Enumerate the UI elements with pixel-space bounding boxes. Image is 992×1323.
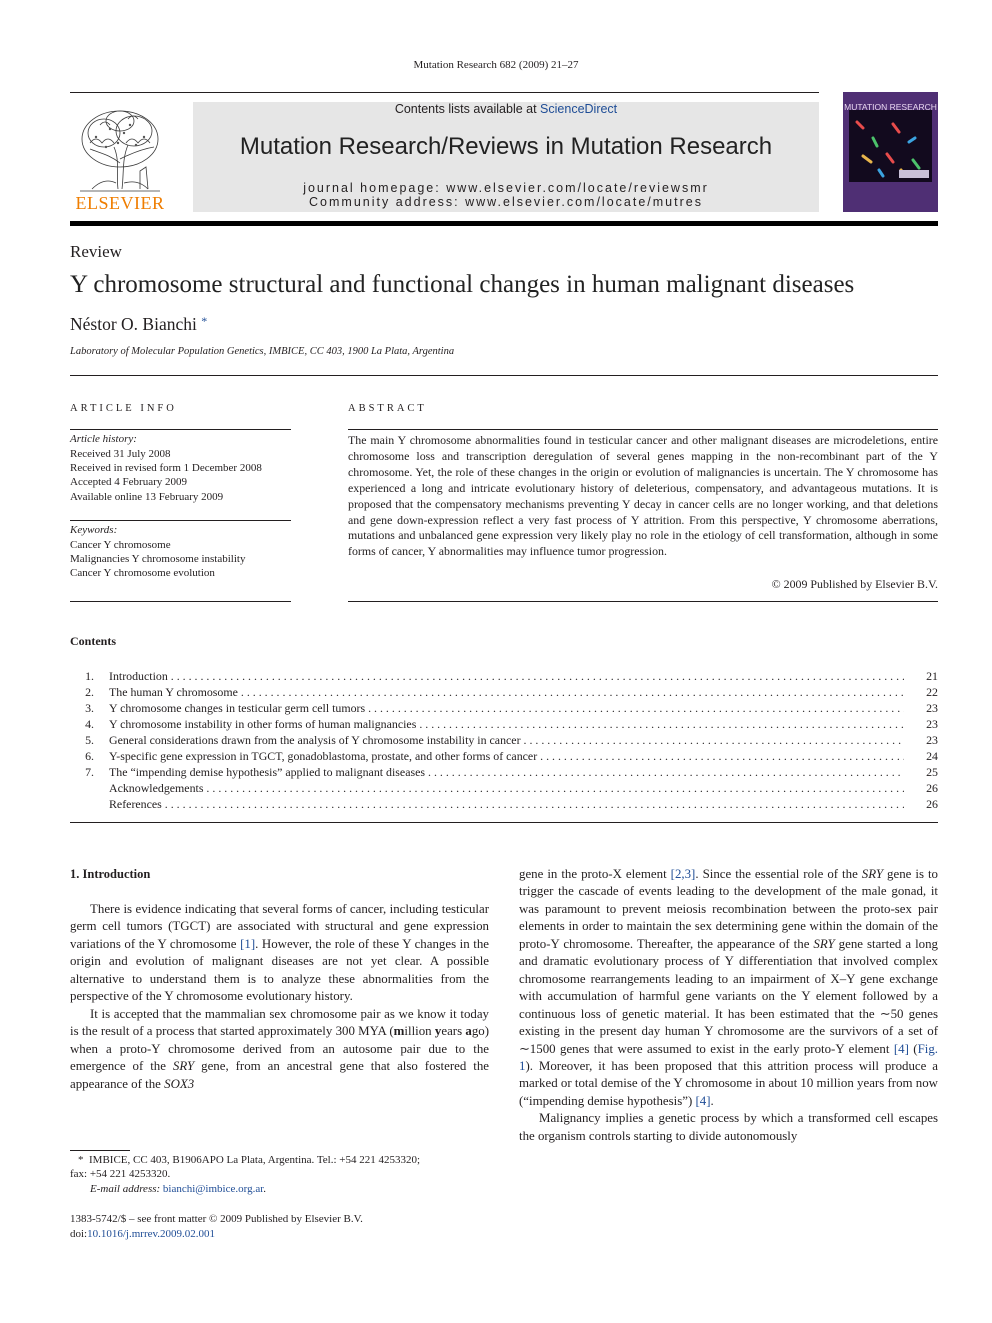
toc-number: 2. [85,685,94,699]
citation-link[interactable]: [2,3] [670,867,696,881]
paragraph: There is evidence indicating that several forms of cancer, including testicular germ cell tumors (TGCT) are associated with structural and gene expression variations of the Y chromosome [1]. However, the role of these Y changes in the origin and evolution of malignant diseases are not yet clear. A possible alternative to understand them is to analyze these abnormalities from the perspective of the Y chromosome evolutionary history. [70,902,489,1004]
toc-number: 7. [85,765,94,779]
history-online: Available online 13 February 2009 [70,491,224,503]
header-thick-rule [70,221,938,226]
body-right-column [519,866,938,1145]
front-matter: 1383-5742/$ – see front matter © 2009 Published by Elsevier B.V. doi:10.1016/j.mrrev.2009.02.001 [70,1213,363,1240]
history-received: Received 31 July 2008 [70,448,171,460]
running-head: Mutation Research 682 (2009) 21–27 [413,59,579,71]
toc-number: 4. [85,717,94,731]
toc-page: 26 [926,797,938,811]
toc-entry-introduction[interactable] [78,669,938,685]
toc-entry-acknowledgements[interactable] [78,781,938,797]
toc-page: 21 [926,669,938,683]
keyword: Cancer Y chromosome [70,539,171,551]
toc-page: 24 [926,749,938,763]
author-footnote-marker[interactable]: * [201,314,208,328]
toc-title[interactable]: Y chromosome instability in other forms of human malignancies . . . [109,717,904,732]
divider [348,429,938,430]
contents-available-line [193,102,819,116]
divider [70,601,291,602]
journal-title: Mutation Research/Reviews in Mutation Research [239,133,773,160]
toc-entry-demise[interactable] [78,765,938,781]
abstract-text: The main Y chromosome abnormalities found in testicular cancer and other malignant diseases are microdeletions, entire chromosome loss and transcription deregulation of several genes mapping in the non-recombinant part of the Y chromosome. Yet, the role of these changes in the origin or evolution of malignancies is uncertain. The Y chromosome has experienced a long and intricate evolutionary history of deleterious, compensatory, and advantageous mutations. It is proposed that the compensatory mechanisms preventing Y decay in cancer cells are no longer working, and that deletions and gene down-expression reflect a very fast process of Y attrition. From this perspective, Y chromosome aberrations, mutations and unbalanced gene expression very likely play no role in the etiology of cell transformation, although in some forms of cancer, Y abnormalities may influence tumor progression. [348,433,938,559]
author-footnote: * IMBICE, CC 403, B1906APO La Plata, Argentina. Tel.: +54 221 4253320; fax: +54 221 4253320. E-mail address: bianchi@imbice.org.ar. [70,1154,421,1195]
toc-page: 25 [926,765,938,779]
contents-heading: Contents [70,634,117,648]
keyword: Malignancies Y chromosome instability [70,553,246,565]
section-heading-introduction: 1. Introduction [70,867,151,881]
author-line [70,314,207,335]
journal-homepage[interactable]: journal homepage: www.elsevier.com/locate/reviewsmr [303,181,709,195]
body-left-column [70,901,489,1093]
toc-entry-expression[interactable] [78,749,938,765]
toc-page: 26 [926,781,938,795]
history-label: Article history: [70,433,137,445]
toc-page: 23 [926,701,938,715]
toc-number: 6. [85,749,94,763]
footnote-marker: * [78,1154,84,1166]
divider [348,601,938,602]
toc-page: 22 [926,685,938,699]
toc-title[interactable]: General considerations drawn from the analysis of Y chromosome instability in cancer . . . [109,733,904,748]
figure-link[interactable]: Fig. 1 [519,1041,938,1073]
toc-title[interactable]: Acknowledgements . . . [109,781,904,796]
history-revised: Received in revised form 1 December 2008 [70,462,262,474]
cover-title: MUTATION RESEARCH [844,102,937,112]
affiliation: Laboratory of Molecular Population Genetics, IMBICE, CC 403, 1900 La Plata, Argentina [70,346,455,357]
toc-entry-general[interactable] [78,733,938,749]
divider [70,429,291,430]
citation-link[interactable]: [4] [695,1093,711,1108]
abstract-heading: ABSTRACT [348,403,427,414]
toc-title[interactable]: The “impending demise hypothesis” applied to malignant diseases . . . [109,765,904,780]
toc-page: 23 [926,733,938,747]
contents-prefix: Contents lists available at [394,102,541,116]
toc-title[interactable]: Y-specific gene expression in TGCT, gonadoblastoma, prostate, and other forms of cancer . . . [109,749,904,764]
paragraph: It is accepted that the mammalian sex chromosome pair as we know it today is the result of a process that started approximately 300 MYA (million years ago) when a proto-Y chromosome derived from an autosome pair due to the emergence of the SRY gene, from an ancestral gene that also fostered the appearance of the SOX3 [70,1006,489,1091]
community-address[interactable]: Community address: www.elsevier.com/locate/mutres [309,195,703,209]
issn-line: 1383-5742/$ – see front matter © 2009 Published by Elsevier B.V. [70,1213,363,1225]
author-name: Néstor O. Bianchi [70,314,197,334]
footnote-rule [70,1150,130,1151]
citation-link[interactable]: [1] [240,936,256,951]
article-type: Review [70,242,122,261]
toc-title[interactable]: Y chromosome changes in testicular germ cell tumors . . . [109,701,904,716]
header-top-rule [70,92,819,93]
keyword: Cancer Y chromosome evolution [70,567,215,579]
divider [70,375,938,376]
toc-number: 3. [85,701,94,715]
toc-entry-human-y[interactable] [78,685,938,701]
toc-page: 23 [926,717,938,731]
doi-link[interactable]: 10.1016/j.mrrev.2009.02.001 [87,1228,216,1240]
toc-title[interactable]: The human Y chromosome . . . [109,685,904,700]
elsevier-wordmark: ELSEVIER [75,193,165,213]
toc-number: 5. [85,733,94,747]
abstract-copyright: © 2009 Published by Elsevier B.V. [771,577,938,591]
toc-title[interactable]: Introduction . . . [109,669,904,684]
divider [70,520,291,521]
toc-entry-references[interactable] [78,797,938,813]
article-title: Y chromosome structural and functional changes in human malignant diseases [70,271,855,298]
citation-link[interactable]: [4] [893,1041,909,1056]
sciencedirect-link[interactable]: ScienceDirect [540,102,618,116]
divider [70,822,938,823]
toc-title[interactable]: References . . . [109,797,904,812]
toc-entry-instability[interactable] [78,717,938,733]
keywords-label: Keywords: [70,524,118,536]
paragraph: Malignancy implies a genetic process by which a transformed cell escapes the organism controls starting to divide autonomously [519,1111,938,1143]
toc-number: 1. [85,669,94,683]
author-email-link[interactable]: bianchi@imbice.org.ar [162,1182,264,1195]
paragraph: gene in the proto-X element [2,3]. Since the essential role of the SRY gene is to trigger the cascade of events leading to the development of the male gonad, it was paramount to prevent meiosis recombination between the proto-sex pair elements in order to maintain the sex determining gene within the domain of the proto-Y chromosome. Thereafter, the appearance of the SRY gene started a long and dramatic evolutionary process of Y differentiation that involved complex chromosome rearrangements leading to an impairment of X–Y gene exchange with accumulation of harmful gene variants on the Y element followed by a continuous loss of genetic material. It has been estimated that the ∼50 genes existing in the present day human Y chromosome are the survivors of a set of ∼1500 genes that were assumed to exist in the early proto-Y element [4] (Fig. 1). Moreover, it has been proposed that this attrition process will produce a marked or total demise of the Y chromosome in about 10 million years from now (“impending demise hypothesis”) [4]. [519,867,938,1108]
article-info-heading: ARTICLE INFO [70,403,177,414]
toc-entry-tgct[interactable] [78,701,938,717]
history-accepted: Accepted 4 February 2009 [70,476,187,488]
